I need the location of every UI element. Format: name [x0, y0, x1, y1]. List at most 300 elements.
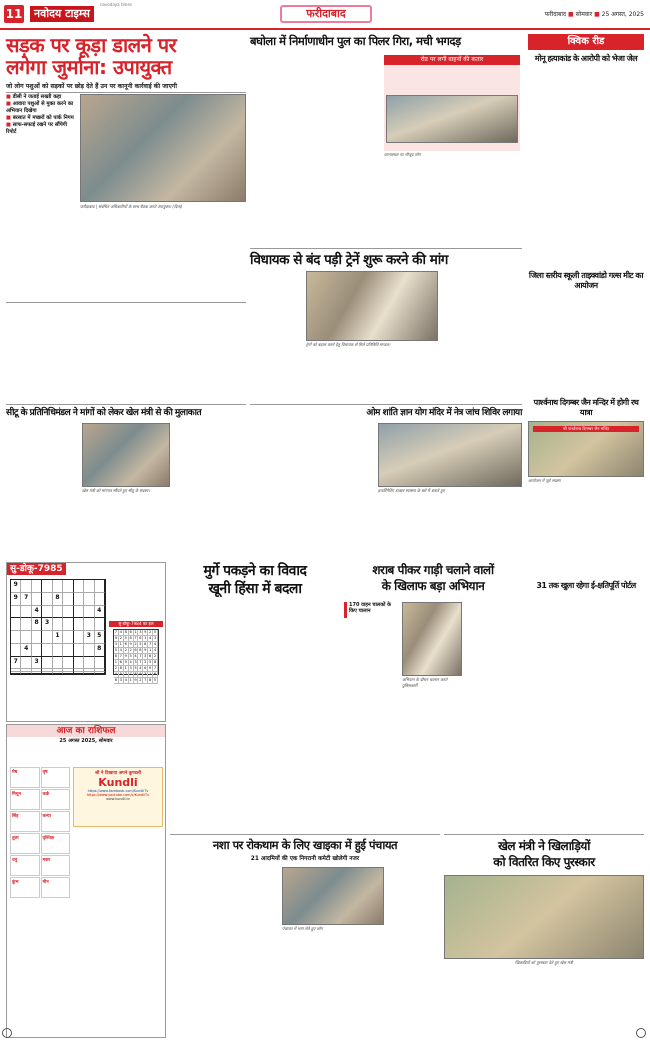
sudoku-solution-cell: 2: [114, 666, 118, 670]
horoscope-sign: [10, 811, 40, 832]
om-story: [250, 404, 522, 559]
sitoo-body-col2: [82, 497, 170, 558]
sudoku-solution-cell: 9: [129, 642, 132, 646]
sudoku-solution-cell: 8: [153, 660, 157, 664]
sudoku-solution-cell: 2: [153, 654, 157, 658]
sudoku-cell[interactable]: [74, 618, 84, 631]
sudoku-cell[interactable]: [84, 580, 94, 593]
sudoku-solution-cell: 4: [139, 666, 142, 670]
sudoku-cell[interactable]: [84, 672, 94, 674]
sudoku-solution-cell: 3: [144, 672, 147, 676]
quick-read-headline-4: 31 तक खुला रहेगा ई-क्षतिपूर्ति पोर्टल: [536, 581, 636, 590]
sudoku-cell[interactable]: 9: [11, 593, 21, 606]
sudoku-cell[interactable]: [21, 580, 31, 593]
sudoku-cell[interactable]: [53, 618, 63, 631]
quick-read-headline-3: पार्श्वनाथ दिगम्बर जैन मन्दिर में होगी रथ यात्रा: [533, 398, 639, 417]
sudoku-solution-cell: 5: [114, 648, 118, 652]
om-photo: [378, 423, 522, 487]
divider: [6, 302, 246, 303]
dateline-date: 25 अगस्त, 2025: [601, 11, 644, 18]
sudoku-solution-cell: 1: [134, 630, 137, 634]
sudoku-cell[interactable]: [42, 672, 52, 674]
sudoku-solution-cell: 2: [129, 648, 132, 652]
sudoku-solution-cell: 9: [124, 660, 127, 664]
sudoku-solution-cell: 8: [149, 678, 152, 682]
bridge-photo-caption: घटनास्थल पर मौजूद लोग: [384, 152, 421, 157]
sudoku-cell[interactable]: [21, 631, 31, 644]
sudoku-cell[interactable]: 8: [53, 593, 63, 606]
paper-sub: navodaya times: [100, 2, 133, 7]
sudoku-solution-cell: 9: [114, 636, 118, 640]
sudoku-solution-cell: 6: [144, 666, 147, 670]
drunk-story: [344, 562, 522, 830]
sudoku-title: [7, 563, 165, 575]
sudoku-title-badge: सु-डोकू-7985: [7, 563, 66, 575]
page-number: 11: [5, 7, 23, 21]
quick-read-body-4: [528, 594, 644, 654]
sudoku-solution-cell: 5: [139, 642, 142, 646]
sudoku-solution-cell: 4: [153, 648, 157, 652]
horoscope-sign: [41, 877, 71, 898]
sudoku-solution-cell: 3: [119, 678, 122, 682]
sudoku-solution-cell: 1: [149, 648, 152, 652]
horoscope-intro: [10, 745, 162, 761]
mla-photo: [306, 271, 438, 341]
sudoku-cell[interactable]: [32, 672, 42, 674]
sudoku-solution-cell: 3: [114, 642, 118, 646]
sports-body-col1: [444, 969, 508, 1037]
sudoku-solution-cell: 1: [114, 660, 118, 664]
horoscope-sign-label: वृश्चिक: [42, 836, 55, 841]
sitoo-headline: सीटू के प्रतिनिधिमंडल ने मांगों को लेकर खेल मंत्री से की मुलाकात: [6, 408, 202, 418]
drunk-headline: [344, 562, 522, 594]
quick-read: [528, 34, 644, 644]
om-body-col3: [378, 499, 448, 558]
sudoku-cell[interactable]: 8: [95, 644, 105, 657]
sudoku-cell[interactable]: [84, 606, 94, 619]
sudoku-solution-cell: 2: [139, 678, 142, 682]
sudoku-solution-cell: 6: [139, 636, 142, 640]
nasha-body-col4: [336, 935, 384, 1037]
sudoku-cell[interactable]: [32, 644, 42, 657]
horoscope-sign: [10, 877, 40, 898]
horoscope-sign-label: कन्या: [42, 814, 51, 819]
sudoku-solution-cell: 7: [144, 678, 147, 682]
horoscope-sign: [10, 833, 40, 854]
sudoku-solution-cell: 6: [119, 660, 122, 664]
murga-body-col2: [226, 604, 280, 830]
sudoku-solution-cell: 5: [134, 666, 137, 670]
horoscope-sign-label: धनु: [12, 858, 18, 863]
sudoku-solution-cell: 2: [149, 630, 152, 634]
sudoku-solution-cell: 8: [114, 654, 118, 658]
sudoku-cell[interactable]: [53, 580, 63, 593]
lead-headline: [6, 34, 246, 78]
sudoku-cell[interactable]: 3: [84, 631, 94, 644]
kundli-ad: [73, 767, 163, 827]
mla-body-col3: [374, 351, 438, 403]
sudoku-solution-cell: 5: [153, 678, 157, 682]
sudoku-cell[interactable]: [32, 593, 42, 606]
mla-body-col1: [250, 271, 302, 403]
horoscope-sign-label: कर्क: [42, 792, 50, 797]
dateline: [545, 10, 644, 18]
horoscope-signs: [10, 767, 70, 898]
sports-photo-caption: खिलाड़ियों को पुरस्कार देते हुए खेल मंत्री: [515, 960, 573, 965]
sudoku-solution-cell: 6: [153, 672, 157, 676]
murga-headline-line1: मुर्गे पकड़ने का विवाद: [203, 563, 307, 579]
bridge-body-col2: [316, 54, 380, 239]
sitoo-body-col1: [6, 423, 78, 558]
horoscope-sign: [41, 789, 71, 810]
sudoku-solution-cell: 1: [119, 642, 122, 646]
nasha-photo-caption: पंचायत में भाग लेते हुए लोग: [282, 926, 323, 931]
sudoku-solution-cell: 8: [139, 648, 142, 652]
sudoku: [6, 562, 166, 722]
sudoku-solution-cell: 7: [119, 654, 122, 658]
om-body-col1: [250, 423, 310, 558]
sudoku-cell[interactable]: [63, 657, 73, 670]
sudoku-solution-cell: 3: [134, 660, 137, 664]
horoscope-sign: [41, 811, 71, 832]
sudoku-solution-cell: 1: [149, 672, 152, 676]
sports-headline-line1: खेल मंत्री ने खिलाड़ियों: [498, 839, 590, 853]
drunk-headline-line2: के खिलाफ बड़ा अभियान: [381, 579, 485, 593]
om-body-col4: [452, 499, 522, 558]
horoscope-sign-label: कुंभ: [12, 880, 19, 885]
sudoku-solution-cell: 9: [144, 648, 147, 652]
bridge-box-text: [384, 65, 520, 95]
drunk-body-col2: [402, 692, 462, 830]
lead-body-col2: [80, 214, 160, 298]
horoscope-sign-label: मिथुन: [12, 792, 22, 797]
sudoku-cell[interactable]: [42, 644, 52, 657]
sudoku-cell[interactable]: [95, 672, 105, 674]
murga-story: [170, 562, 340, 830]
kundli-link[interactable]: https://www.youtube.com/c/KundliTv: [86, 793, 150, 797]
sudoku-cell[interactable]: [74, 672, 84, 674]
sudoku-solution-cell: 4: [129, 660, 132, 664]
bullet-icon: ■: [6, 122, 13, 128]
bridge-box: [384, 65, 520, 151]
sudoku-solution-cell: 7: [124, 672, 127, 676]
sudoku-cell[interactable]: [32, 631, 42, 644]
sudoku-solution-cell: 4: [119, 630, 122, 634]
left-mid-col1: [6, 306, 84, 398]
bridge-box-title: रोड पर लगी वाहनों की कतार: [384, 55, 520, 65]
mla-headline: विधायक से बंद पड़ी ट्रेनें शुरू करने की मांग: [250, 252, 448, 268]
registration-mark: [2, 1028, 12, 1038]
drunk-photo-caption: अभियान के दौरान चालान करते पुलिसकर्मी: [402, 677, 448, 688]
lead-bullet: ■ साफ-सफाई रखने पर सौंपेगी रिपोर्ट: [6, 122, 67, 135]
horoscope-date: 25 अगस्त 2025, सोमवार: [59, 738, 113, 744]
drunk-body-col3: [466, 602, 522, 830]
horoscope-title: आज का राशिफल: [7, 725, 165, 737]
sudoku-solution-cell: 7: [139, 660, 142, 664]
sudoku-solution-cell: 7: [149, 642, 152, 646]
sudoku-solution-cell: 2: [134, 642, 137, 646]
quick-read-headline-1: मोनू हत्याकांड के आरोपी को भेजा जेल: [534, 54, 638, 63]
sudoku-cell[interactable]: [42, 606, 52, 619]
registration-mark: [636, 1028, 646, 1038]
sudoku-solution-cell: 7: [134, 636, 137, 640]
quick-read-body-1: [528, 67, 644, 267]
city-banner: फरीदाबाद: [280, 5, 372, 23]
horoscope-sign-label: मेष: [12, 770, 18, 775]
lead-body-col1: [6, 140, 76, 270]
lead-headline-line2: लगेगा जुर्माना: उपायुक्त: [6, 55, 172, 79]
sudoku-cell[interactable]: [42, 657, 52, 670]
sudoku-solution-cell: 6: [149, 654, 152, 658]
sudoku-solution-cell: 9: [134, 678, 137, 682]
sudoku-solution-cell: 5: [119, 672, 122, 676]
sudoku-solution-cell: 7: [153, 666, 157, 670]
sudoku-solution-cell: 3: [129, 666, 132, 670]
lead-photo: [80, 94, 246, 202]
sudoku-solution-cell: 8: [129, 636, 132, 640]
lead-photo-caption: फरीदाबाद | संबंधित अधिकारियों के साथ बैठक करते उपायुक्त। (दिव्य): [80, 204, 183, 209]
sudoku-cell[interactable]: 3: [42, 618, 52, 631]
sudoku-solution-grid: [113, 629, 159, 682]
om-headline: ओम शांति ज्ञान योग मंदिर में नेत्र जांच शिविर लगाया: [366, 408, 522, 418]
sudoku-solution-cell: 1: [129, 678, 132, 682]
sudoku-solution-cell: 4: [124, 678, 127, 682]
sudoku-cell[interactable]: [95, 657, 105, 670]
murga-body-col3: [284, 604, 340, 830]
sudoku-solution-cell: 9: [149, 666, 152, 670]
sudoku-solution-cell: 8: [134, 672, 137, 676]
sudoku-solution-cell: 8: [144, 642, 147, 646]
sudoku-cell[interactable]: 8: [32, 618, 42, 631]
bullet-icon: ■: [6, 101, 13, 107]
sudoku-cell[interactable]: 5: [95, 631, 105, 644]
sudoku-cell[interactable]: [11, 672, 21, 674]
sudoku-solution-cell: 9: [124, 654, 127, 658]
sports-headline: [444, 838, 644, 870]
quick-read-title: क्विक रीड: [528, 34, 644, 50]
sudoku-cell[interactable]: 7: [11, 657, 21, 670]
lead-bullet: ■ डीसी ने जताई सख्ती कहा: [6, 94, 62, 100]
sudoku-cell[interactable]: [95, 618, 105, 631]
lead-story: [6, 34, 246, 299]
bridge-story: [250, 34, 520, 244]
sudoku-cell[interactable]: [63, 593, 73, 606]
sudoku-cell[interactable]: [84, 644, 94, 657]
lead-headline-line1: सड़क पर कूड़ा डालने पर: [6, 33, 177, 57]
sudoku-cell[interactable]: 3: [32, 657, 42, 670]
kundli-link[interactable]: https://www.facebook.com/KundliTv: [87, 789, 149, 793]
sudoku-solution-cell: 1: [124, 666, 127, 670]
sudoku-solution-cell: 2: [124, 648, 127, 652]
bridge-photo: [386, 95, 518, 143]
bridge-headline: बघोला में निर्माणाधीन पुल का पिलर गिरा, मची भगदड़: [250, 34, 461, 48]
sudoku-cell[interactable]: [84, 657, 94, 670]
nasha-body-col5: [388, 867, 440, 1037]
sudoku-cell[interactable]: [74, 580, 84, 593]
sudoku-cell[interactable]: [21, 657, 31, 670]
mla-story: [250, 248, 522, 404]
sudoku-solution-cell: 4: [114, 672, 118, 676]
sudoku-cell[interactable]: [95, 580, 105, 593]
sudoku-cell[interactable]: [74, 606, 84, 619]
sudoku-cell[interactable]: [63, 618, 73, 631]
murga-headline: [170, 562, 340, 598]
horoscope: [6, 724, 166, 1038]
sudoku-cell[interactable]: [53, 672, 63, 674]
bridge-body-col3: [384, 160, 450, 240]
nasha-photo: [282, 867, 384, 925]
dateline-sep: ■: [568, 11, 576, 18]
sudoku-solution-cell: 7: [129, 672, 132, 676]
sitoo-body-col3: [174, 423, 246, 558]
sudoku-cell[interactable]: [53, 606, 63, 619]
jain-caption: आयोजन में जुटे सदस्य: [528, 478, 561, 483]
nasha-story: [170, 834, 440, 1038]
dateline-sep: ■: [594, 11, 602, 18]
sudoku-solution-cell: 6: [134, 648, 137, 652]
sudoku-solution-cell: 3: [144, 654, 147, 658]
sudoku-solution-cell: 4: [149, 636, 152, 640]
sudoku-cell[interactable]: [74, 631, 84, 644]
kundli-link[interactable]: www.kundli.tv: [106, 797, 130, 801]
drunk-body-col1: [344, 622, 398, 830]
sudoku-grid: [10, 579, 106, 675]
sudoku-cell[interactable]: [42, 631, 52, 644]
sudoku-cell[interactable]: [74, 644, 84, 657]
left-mid-col2: [88, 306, 166, 398]
sudoku-cell[interactable]: [95, 593, 105, 606]
dateline-paper: फरीदाबाद: [544, 11, 567, 18]
bridge-body-col4: [454, 160, 520, 240]
sudoku-solution-cell: 5: [153, 630, 157, 634]
sudoku-cell[interactable]: [11, 631, 21, 644]
sudoku-cell[interactable]: [84, 593, 94, 606]
sudoku-solution-cell: 5: [124, 636, 127, 640]
left-mid-col3: [170, 306, 246, 398]
sitoo-photo: [82, 423, 170, 487]
nasha-body-col1: [170, 867, 222, 1037]
sudoku-cell[interactable]: [32, 580, 42, 593]
nasha-deck: 21 आदमियों की एक निगरानी कमेटी खोलेगी नजर: [250, 856, 360, 862]
quick-read-body-2: [528, 294, 644, 394]
sudoku-solution-cell: 7: [114, 630, 118, 634]
sudoku-cell[interactable]: [21, 618, 31, 631]
sudoku-cell[interactable]: 1: [53, 631, 63, 644]
sudoku-cell[interactable]: [53, 644, 63, 657]
om-body-col2: [314, 423, 374, 558]
sports-headline-line2: को वितरित किए पुरस्कार: [493, 855, 595, 869]
nasha-headline: नशा पर रोकथाम के लिए खाइका में हुई पंचायत: [212, 838, 398, 852]
lead-deck: जो लोग पशुओं को सड़कों पर छोड़ देते हैं उन पर कानूनी कार्रवाई की जाएगी: [6, 81, 246, 93]
sudoku-cell[interactable]: [63, 631, 73, 644]
sports-story: [444, 834, 644, 1038]
sudoku-solution-cell: 3: [153, 636, 157, 640]
horoscope-sign-label: वृष: [42, 770, 48, 775]
sudoku-cell[interactable]: 4: [95, 606, 105, 619]
dateline-day: सोमवार: [575, 11, 593, 18]
jain-banner: श्री पार्श्वनाथ दिगम्बर जैन मन्दिर: [533, 426, 639, 432]
sports-body-col3: [580, 969, 644, 1037]
sudoku-cell[interactable]: [63, 606, 73, 619]
bullet-icon: ■: [6, 94, 13, 100]
kundli-logo: Kundli: [98, 776, 138, 789]
lead-bullet: ■ आवारा पशुओं से मुक्त करने का अभियान दिखेगा: [6, 101, 74, 114]
sudoku-cell[interactable]: [84, 618, 94, 631]
horoscope-sign: [10, 767, 40, 788]
sudoku-cell[interactable]: [21, 672, 31, 674]
sudoku-cell[interactable]: [42, 580, 52, 593]
mla-body-col4: [442, 271, 522, 403]
sudoku-solution-cell: 4: [134, 654, 137, 658]
sports-body-col2: [512, 969, 576, 1037]
paper-name: नवोदय टाइम्स: [30, 6, 94, 22]
sudoku-cell[interactable]: [63, 580, 73, 593]
sudoku-solution-cell: 2: [119, 636, 122, 640]
sudoku-solution-cell: 6: [129, 630, 132, 634]
sudoku-cell[interactable]: 4: [21, 644, 31, 657]
mla-photo-caption: ट्रेनों को बहाल करने हेतु विधायक से मिले प्रतिनिधि मण्डल।: [306, 342, 391, 347]
masthead: [0, 0, 650, 30]
horoscope-sign: [10, 855, 40, 876]
horoscope-sign: [10, 789, 40, 810]
horoscope-sign-label: सिंह: [12, 814, 19, 819]
drunk-subbox: [344, 602, 398, 618]
sudoku-cell[interactable]: [74, 593, 84, 606]
sudoku-cell[interactable]: [74, 657, 84, 670]
sudoku-cell[interactable]: 9: [11, 580, 21, 593]
sudoku-solution-cell: 8: [124, 630, 127, 634]
quick-read-body-3: [528, 487, 644, 577]
sudoku-solution-cell: 5: [129, 654, 132, 658]
sudoku-solution-cell: 6: [114, 678, 118, 682]
sudoku-solution-cell: 8: [119, 666, 122, 670]
sudoku-cell[interactable]: [21, 606, 31, 619]
quick-read-headline-2: जिला स्तरीय स्कूली ताइक्वांडो गल्स मीट का आयोजन: [528, 271, 644, 290]
mla-body-col2: [306, 351, 370, 403]
sudoku-cell[interactable]: 4: [32, 606, 42, 619]
sudoku-cell[interactable]: [63, 672, 73, 674]
sudoku-cell[interactable]: [63, 644, 73, 657]
sudoku-solution-cell: 4: [153, 642, 157, 646]
nasha-body-col3: [282, 935, 332, 1037]
horoscope-sign-label: मीन: [42, 880, 49, 885]
sudoku-cell[interactable]: [53, 657, 63, 670]
sudoku-solution-cell: 2: [144, 660, 147, 664]
sudoku-cell[interactable]: [42, 593, 52, 606]
bridge-body-col1: [250, 54, 312, 239]
lead-body-col3: [166, 214, 246, 298]
sudoku-cell[interactable]: [11, 606, 21, 619]
sudoku-cell[interactable]: [11, 618, 21, 631]
sudoku-solution-cell: 4: [119, 648, 122, 652]
sitoo-photo-caption: खेल मंत्री को मांगपत्र सौंपते हुए सीटू के सदस्य।: [82, 488, 150, 493]
om-photo-caption: इन्वर्टिगेटिंग डाक्टर स्वास्थ्य के बारे में बताते हुए: [378, 488, 445, 493]
sudoku-solution-cell: 7: [139, 654, 142, 658]
sudoku-solution-title: सु-डोकू-7984 का हल: [109, 621, 163, 627]
horoscope-sign: [41, 767, 71, 788]
sudoku-cell[interactable]: 7: [21, 593, 31, 606]
nasha-body-col2: [226, 867, 278, 1037]
sports-photo: [444, 875, 644, 959]
sudoku-instructions: [109, 579, 163, 617]
lead-bullet: ■ बरसात में मच्छरों को पार्क निगम: [6, 115, 74, 121]
bullet-icon: ■: [6, 115, 13, 121]
horoscope-sign-label: तुला: [12, 836, 19, 841]
sudoku-cell[interactable]: [11, 644, 21, 657]
horoscope-sign: [41, 855, 71, 876]
sudoku-solution-cell: 5: [149, 660, 152, 664]
sudoku-solution-cell: 1: [144, 636, 147, 640]
